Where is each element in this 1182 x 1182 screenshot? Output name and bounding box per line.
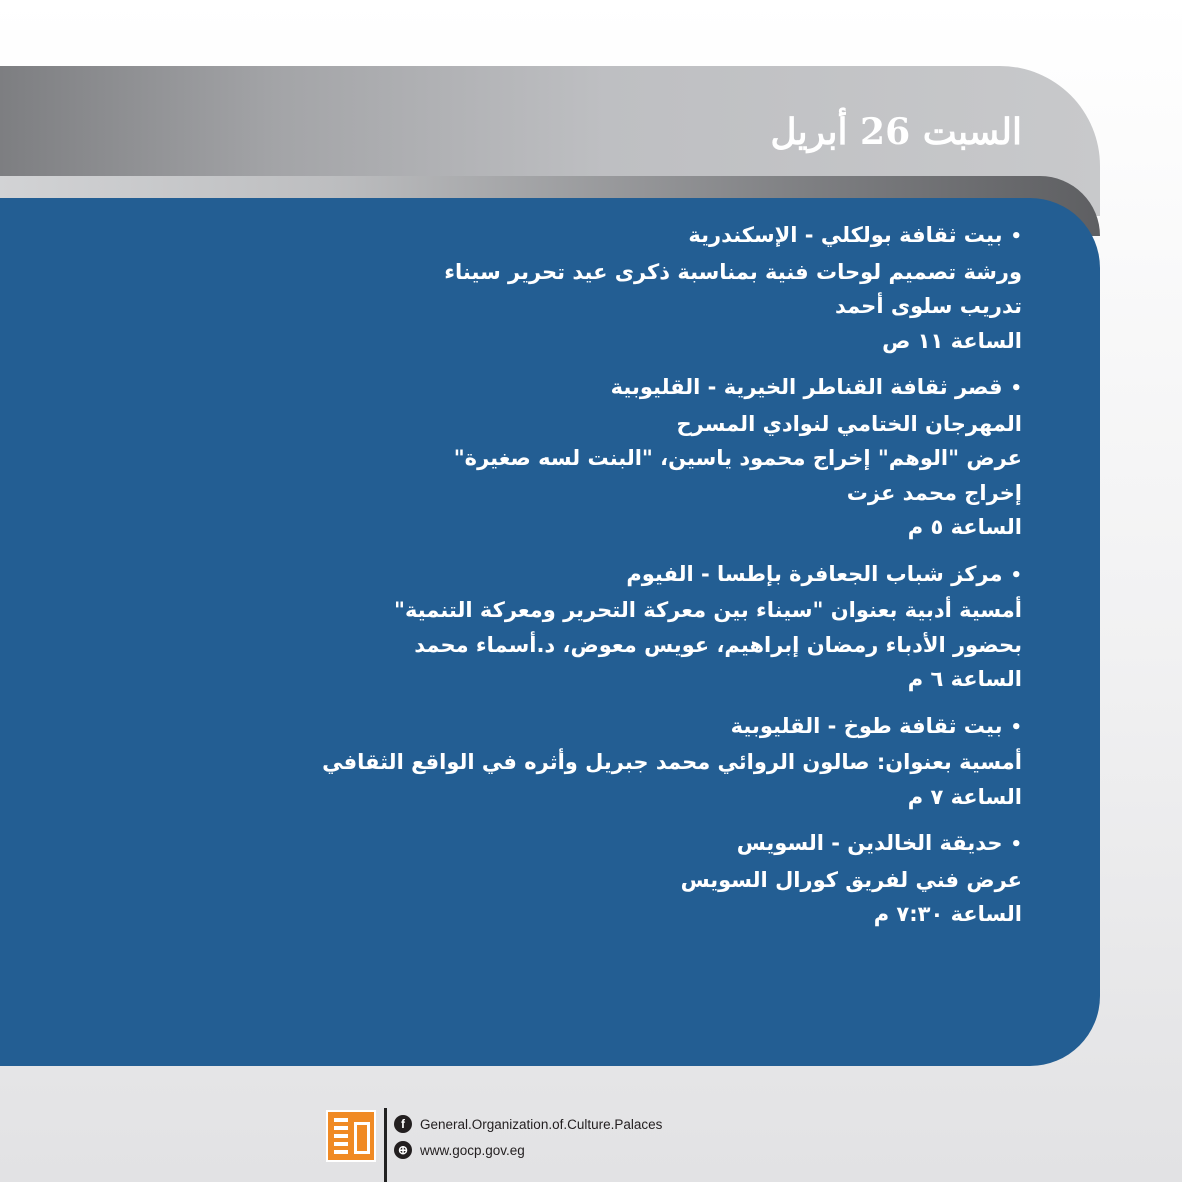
footer bbox=[326, 1108, 746, 1182]
event-item bbox=[262, 557, 1022, 697]
bullet-icon: • bbox=[1010, 226, 1022, 247]
event-time: الساعة ٧:٣٠ م bbox=[873, 902, 1022, 926]
event-item bbox=[262, 218, 1022, 358]
bullet-icon: • bbox=[1010, 378, 1022, 399]
footer-divider bbox=[384, 1108, 387, 1182]
facebook-handle: General.Organization.of.Culture.Palaces bbox=[420, 1116, 663, 1132]
event-venue: •قصر ثقافة القناطر الخيرية - القليوبية bbox=[262, 370, 1022, 407]
event-venue: •بيت ثقافة طوخ - القليوبية bbox=[262, 709, 1022, 746]
event-item bbox=[262, 826, 1022, 932]
event-item bbox=[262, 709, 1022, 815]
event-line: أمسية بعنوان: صالون الروائي محمد جبريل وأثره في الواقع الثقافي bbox=[322, 750, 1022, 774]
event-line: أمسية أدبية بعنوان "سيناء بين معركة التحرير ومعركة التنمية" bbox=[394, 598, 1022, 622]
facebook-link[interactable] bbox=[394, 1112, 662, 1136]
event-venue: •حديقة الخالدين - السويس bbox=[262, 826, 1022, 863]
event-time: الساعة ٦ م bbox=[907, 667, 1022, 691]
event-time: الساعة ٥ م bbox=[907, 515, 1022, 539]
event-line: إخراج محمد عزت bbox=[846, 480, 1022, 505]
event-time: الساعة ١١ ص bbox=[882, 328, 1022, 353]
facebook-icon: f bbox=[394, 1115, 412, 1133]
gocp-logo bbox=[326, 1110, 376, 1162]
bullet-icon: • bbox=[1010, 716, 1022, 738]
event-line: ورشة تصميم لوحات فنية بمناسبة ذكرى عيد تحرير سيناء bbox=[444, 259, 1022, 284]
website-link[interactable] bbox=[394, 1138, 525, 1162]
events-list bbox=[262, 218, 1022, 944]
event-line: عرض فني لفريق كورال السويس bbox=[680, 867, 1022, 892]
event-line: بحضور الأدباء رمضان إبراهيم، عويس معوض، د.أسماء محمد bbox=[414, 632, 1022, 657]
bullet-icon: • bbox=[1010, 834, 1022, 855]
page-title: السبت 26 أبريل bbox=[770, 111, 1022, 153]
event-venue: •مركز شباب الجعافرة بإطسا - الفيوم bbox=[262, 557, 1022, 594]
event-line: عرض "الوهم" إخراج محمود ياسين، "البنت لسه صغيرة" bbox=[453, 446, 1022, 470]
bullet-icon: • bbox=[1010, 564, 1022, 586]
website-url: www.gocp.gov.eg bbox=[420, 1142, 525, 1158]
event-line: تدريب سلوى أحمد bbox=[834, 294, 1022, 318]
event-venue: •بيت ثقافة بولكلي - الإسكندرية bbox=[262, 218, 1022, 255]
event-line: المهرجان الختامي لنوادي المسرح bbox=[676, 411, 1022, 436]
event-time: الساعة ٧ م bbox=[907, 784, 1022, 809]
globe-icon: ⊕ bbox=[394, 1141, 412, 1159]
event-item bbox=[262, 370, 1022, 545]
